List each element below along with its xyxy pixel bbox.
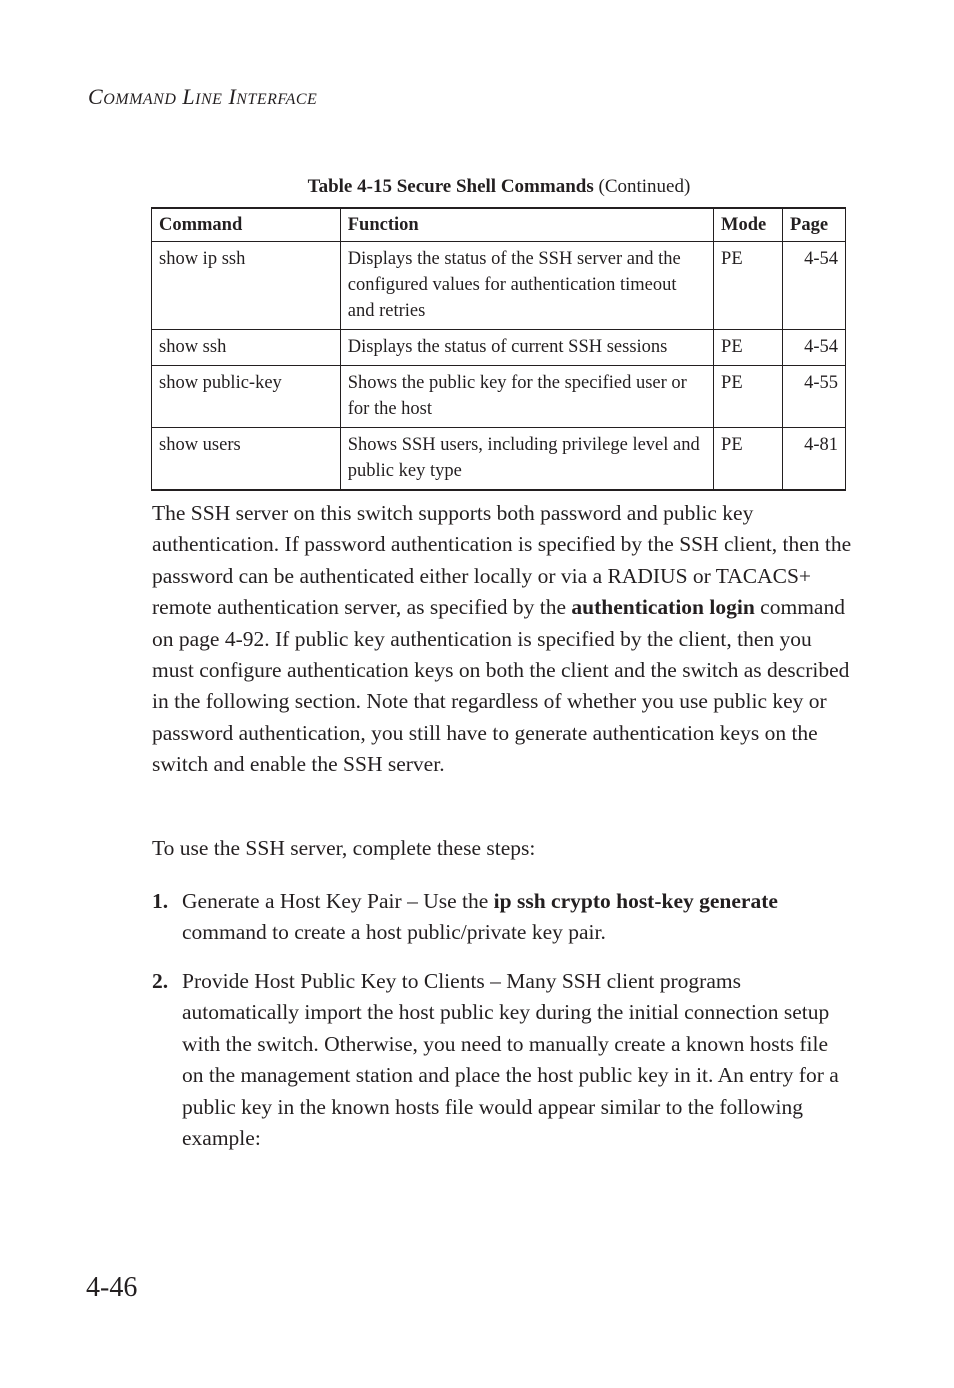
ssh-authentication-paragraph: The SSH server on this switch supports both password and public key authentication. If password authentication is specified by the SSH client, then the password can be authenticated either locally or via a RADIUS or TACACS+ remote authentication server, as specified by the authentication login command on page 4-92. If public key authentication is specified by the client, then you must configure authentication keys on both the client and the switch as described in the following section. Note that regardless of whether you use public key or password authentication, you still have to generate authentication keys on the switch and enable the SSH server. bbox=[152, 501, 852, 777]
table-header-row bbox=[152, 208, 846, 242]
table-row bbox=[152, 330, 846, 366]
function-cell: Shows SSH users, including privilege level and public key type bbox=[340, 428, 713, 491]
table-caption: Table 4-15 Secure Shell Commands (Continued) bbox=[307, 176, 691, 197]
mode-cell: PE bbox=[714, 242, 783, 330]
command-cell: show public-key bbox=[152, 366, 341, 428]
command-cell: show ip ssh bbox=[152, 242, 341, 330]
running-header: COMMAND LINE INTERFACE bbox=[88, 84, 318, 109]
mode-cell: PE bbox=[714, 330, 783, 366]
command-reference: authentication login bbox=[571, 595, 755, 620]
step-number: 2. bbox=[152, 969, 169, 993]
table-row bbox=[152, 366, 846, 428]
page-cell: 4-55 bbox=[783, 366, 846, 428]
function-cell: Displays the status of current SSH sessions bbox=[340, 330, 713, 366]
page-cell: 4-81 bbox=[783, 428, 846, 491]
step-number: 1. bbox=[152, 889, 169, 913]
steps-intro-paragraph: To use the SSH server, complete these steps: bbox=[152, 836, 536, 860]
column-header: Function bbox=[340, 208, 713, 242]
page-cell: 4-54 bbox=[783, 242, 846, 330]
function-cell: Shows the public key for the specified user or for the host bbox=[340, 366, 713, 428]
table-row bbox=[152, 428, 846, 491]
table-row bbox=[152, 242, 846, 330]
mode-cell: PE bbox=[714, 366, 783, 428]
command-cell: show ssh bbox=[152, 330, 341, 366]
mode-cell: PE bbox=[714, 428, 783, 491]
secure-shell-commands-table bbox=[151, 207, 846, 491]
command-reference: ip ssh crypto host-key generate bbox=[493, 889, 778, 913]
column-header: Page bbox=[783, 208, 846, 242]
page-number: 4-46 bbox=[86, 1272, 138, 1303]
column-header: Command bbox=[152, 208, 341, 242]
column-header: Mode bbox=[714, 208, 783, 242]
step-item: 1. Generate a Host Key Pair – Use the ip ssh crypto host-key generate command to create a host public/private key pair. bbox=[152, 886, 852, 949]
page-cell: 4-54 bbox=[783, 330, 846, 366]
command-cell: show users bbox=[152, 428, 341, 491]
step-item: 2. Provide Host Public Key to Clients – Many SSH client programs automatically import the host public key during the initial connection setup with the switch. Otherwise, you need to manually create a known hosts file on the management station and place the host public key in it. An entry for a public key in the known hosts file would appear similar to the following example: bbox=[152, 966, 852, 1154]
function-cell: Displays the status of the SSH server and the configured values for authentication timeout and retries bbox=[340, 242, 713, 330]
